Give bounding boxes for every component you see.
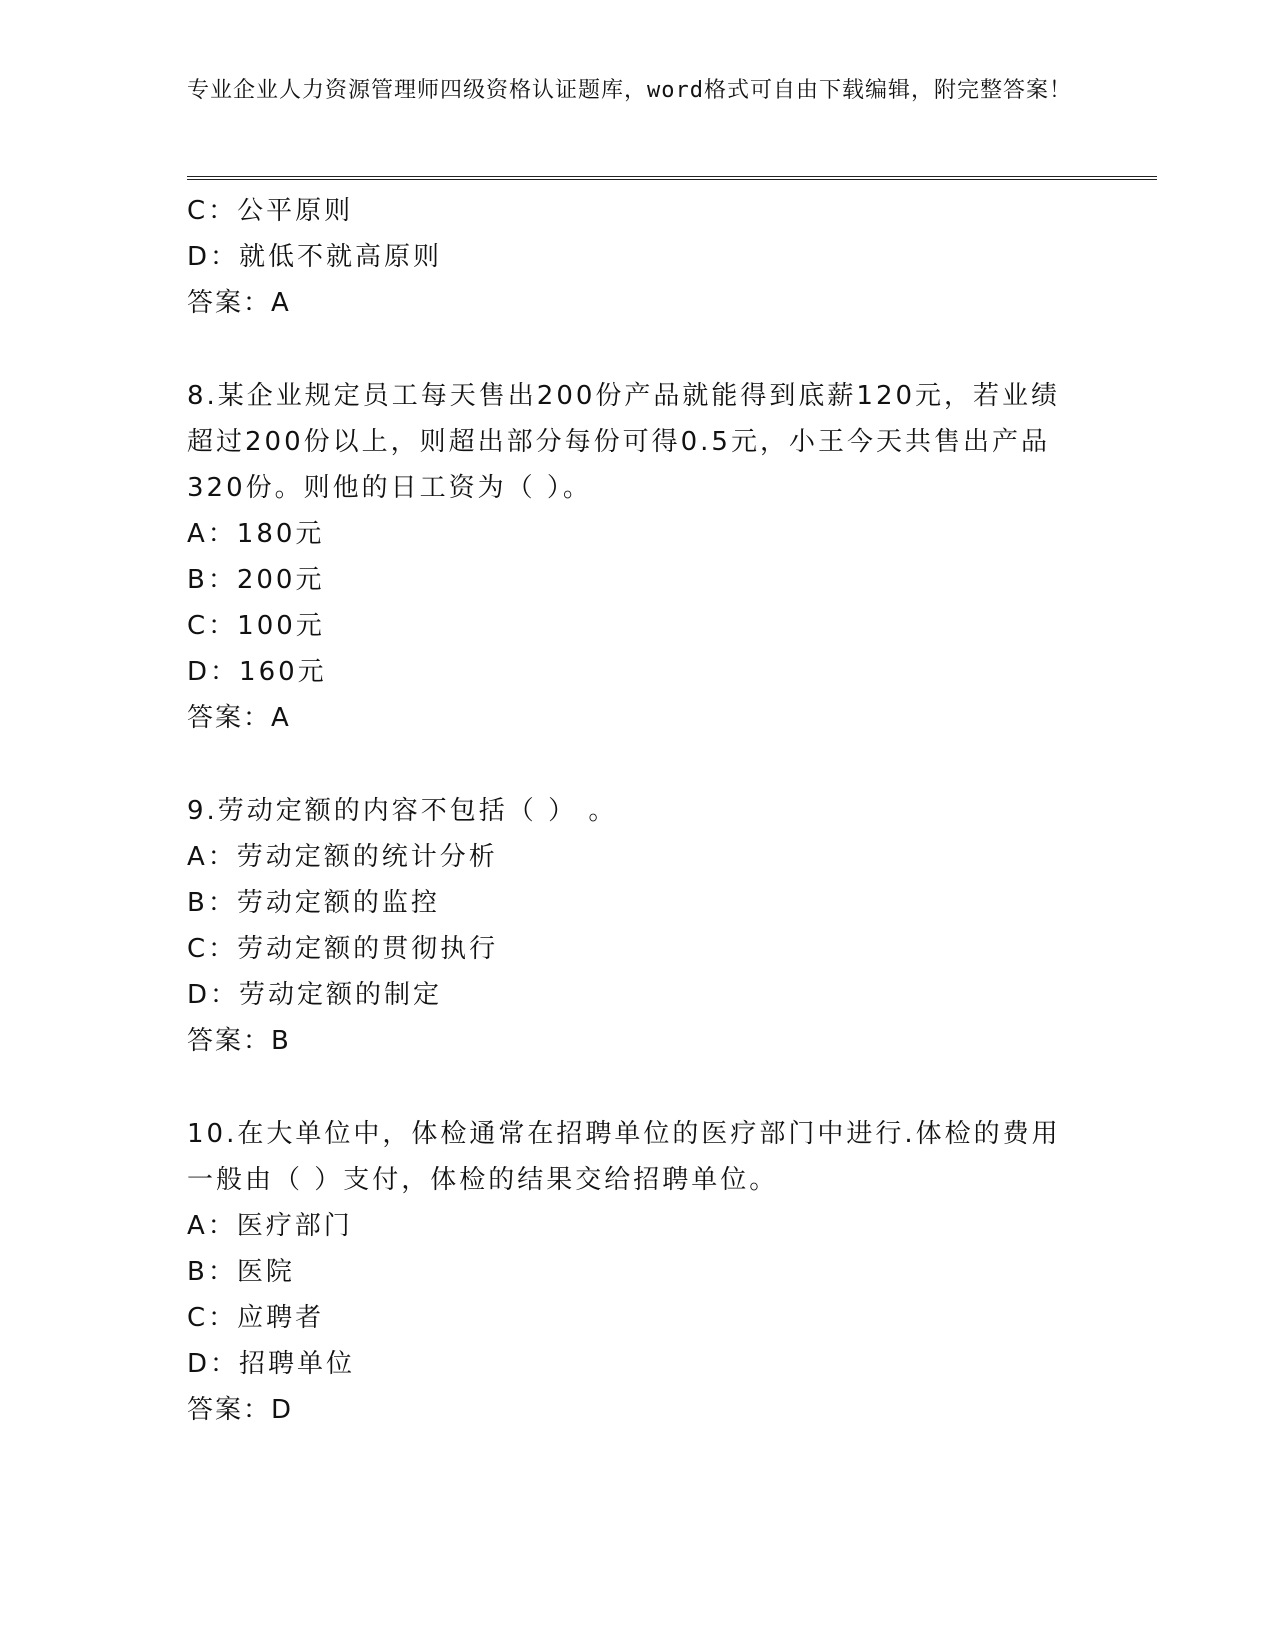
option-d: D：招聘单位 <box>187 1349 356 1379</box>
option-c: C：公平原则 <box>187 196 354 226</box>
option-b: B：劳动定额的监控 <box>187 888 440 918</box>
question-stem: 10.在大单位中，体检通常在招聘单位的医疗部门中进行.体检的费用 <box>187 1119 1061 1149</box>
option-c: C：100元 <box>187 611 325 641</box>
document-header: 专业企业人力资源管理师四级资格认证题库，word格式可自由下载编辑，附完整答案！ <box>187 78 1072 103</box>
option-b: B：医院 <box>187 1257 295 1287</box>
question-stem: 一般由（ ）支付，体检的结果交给招聘单位。 <box>187 1165 779 1195</box>
question-stem: 超过200份以上，则超出部分每份可得0.5元，小王今天共售出产品 <box>187 427 1050 457</box>
question-8 <box>187 373 1087 741</box>
question-list <box>187 188 1087 1433</box>
question-10 <box>187 1111 1087 1433</box>
answer-line: 答案：A <box>187 288 291 318</box>
header-divider <box>187 176 1157 180</box>
question-9 <box>187 788 1087 1064</box>
question-stem: 8.某企业规定员工每天售出200份产品就能得到底薪120元，若业绩 <box>187 381 1061 411</box>
question-stem: 320份。则他的日工资为（ ）。 <box>187 473 592 503</box>
option-a: A：180元 <box>187 519 325 549</box>
question-stem: 9.劳动定额的内容不包括（ ） 。 <box>187 796 618 826</box>
answer-line: 答案：B <box>187 1026 291 1056</box>
option-d: D：160元 <box>187 657 327 687</box>
answer-line: 答案：D <box>187 1395 294 1425</box>
option-d: D：就低不就高原则 <box>187 242 443 272</box>
option-d: D：劳动定额的制定 <box>187 980 443 1010</box>
answer-line: 答案：A <box>187 703 291 733</box>
option-c: C：应聘者 <box>187 1303 325 1333</box>
option-c: C：劳动定额的贯彻执行 <box>187 934 499 964</box>
option-a: A：医疗部门 <box>187 1211 353 1241</box>
option-a: A：劳动定额的统计分析 <box>187 842 498 872</box>
option-b: B：200元 <box>187 565 325 595</box>
partial-question <box>187 188 1087 326</box>
